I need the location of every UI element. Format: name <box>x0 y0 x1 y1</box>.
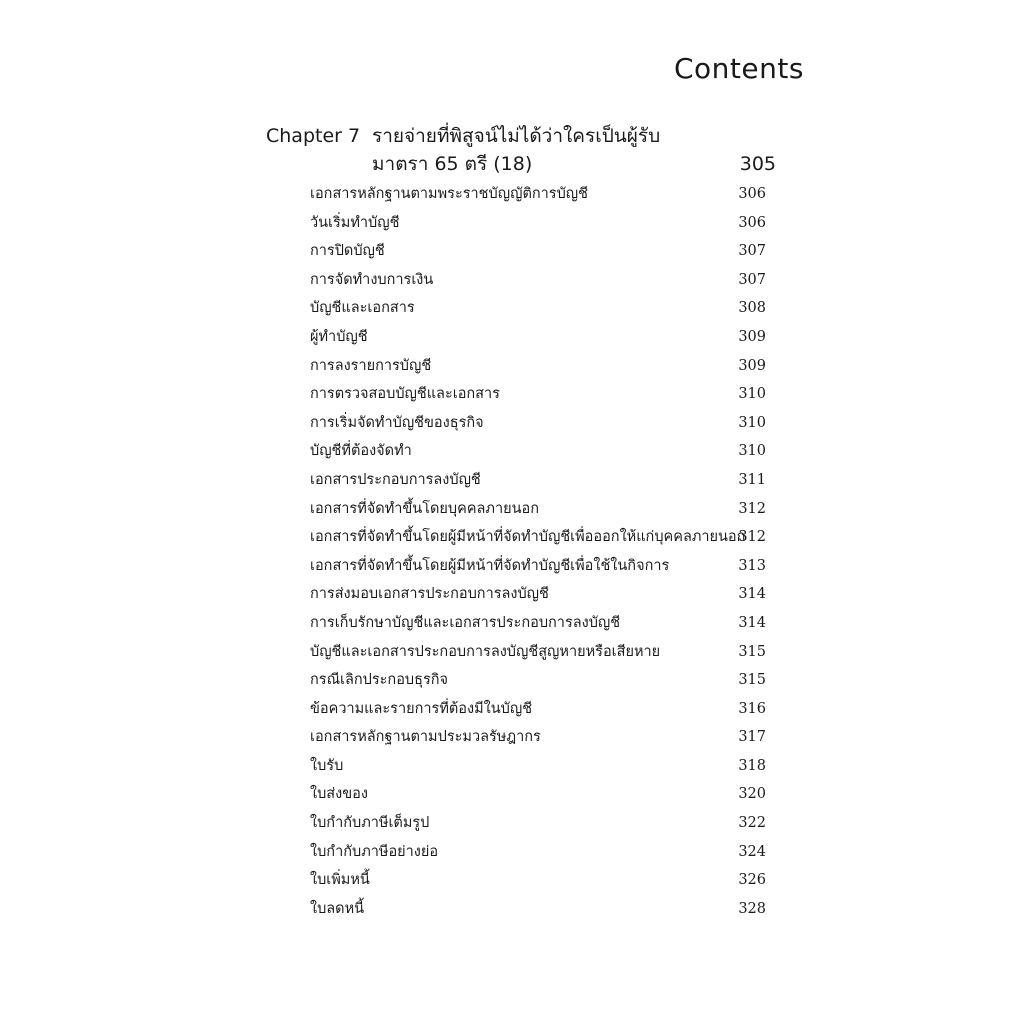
toc-entry <box>310 838 766 867</box>
chapter-subtitle: มาตรา 65 ตรี (18) <box>372 153 533 175</box>
toc-entry-title: ใบลดหนี้ <box>310 900 365 917</box>
toc-entry-title: ใบเพิ่มหนี้ <box>310 872 370 889</box>
toc-entry-page: 310 <box>738 386 766 403</box>
toc-entry-page: 314 <box>738 614 766 631</box>
toc-entry-title: การเริ่มจัดทำบัญชีของธุรกิจ <box>310 414 484 431</box>
toc-entry <box>310 809 766 838</box>
toc-entry <box>310 666 766 695</box>
toc-entry <box>310 437 766 466</box>
toc-entry-page: 310 <box>738 443 766 460</box>
toc-entry <box>310 695 766 724</box>
toc-list <box>310 180 766 923</box>
toc-entry-page: 308 <box>738 300 766 317</box>
toc-entry-page: 316 <box>738 700 766 717</box>
toc-entry-title: การจัดทำงบการเงิน <box>310 271 434 288</box>
toc-entry-page: 306 <box>738 186 766 202</box>
toc-entry <box>310 352 766 381</box>
toc-entry-page: 318 <box>738 757 766 774</box>
toc-entry-page: 326 <box>738 872 766 889</box>
toc-entry-title: ใบกำกับภาษีอย่างย่อ <box>310 843 439 860</box>
toc-entry-title: บัญชีและเอกสารประกอบการลงบัญชีสูญหายหรือเสียหาย <box>310 643 661 660</box>
toc-entry <box>310 609 766 638</box>
toc-entry-title: การตรวจสอบบัญชีและเอกสาร <box>310 386 500 403</box>
toc-entry-page: 315 <box>738 643 766 660</box>
toc-entry-page: 312 <box>738 500 766 517</box>
toc-entry-page: 309 <box>738 328 766 345</box>
toc-entry <box>310 523 766 552</box>
toc-entry-page: 307 <box>738 271 766 288</box>
toc-entry-title: วันเริ่มทำบัญชี <box>310 214 400 231</box>
toc-entry-title: เอกสารหลักฐานตามประมวลรัษฎากร <box>310 729 541 746</box>
toc-entry-title: เอกสารที่จัดทำขึ้นโดยบุคคลภายนอก <box>310 500 540 517</box>
chapter-label: Chapter 7 <box>266 125 361 147</box>
toc-entry-page: 309 <box>738 357 766 374</box>
toc-entry <box>310 895 766 924</box>
toc-entry-page: 311 <box>738 471 766 488</box>
chapter-title-row <box>266 122 776 150</box>
toc-entry-title: ใบส่งของ <box>310 786 368 803</box>
toc-entry-page: 313 <box>738 557 766 574</box>
toc-entry <box>310 323 766 352</box>
toc-entry-page: 314 <box>738 586 766 603</box>
toc-entry-page: 307 <box>738 243 766 260</box>
toc-entry-page: 312 <box>738 529 766 546</box>
toc-entry <box>310 180 766 209</box>
toc-entry <box>310 723 766 752</box>
toc-entry-page: 324 <box>738 843 766 860</box>
toc-entry-page: 320 <box>738 786 766 803</box>
toc-entry-title: ใบกำกับภาษีเต็มรูป <box>310 815 430 832</box>
toc-entry <box>310 495 766 524</box>
chapter-page-number: 305 <box>739 153 776 175</box>
toc-entry-page: 306 <box>738 214 766 231</box>
toc-entry <box>310 552 766 581</box>
toc-entry <box>310 294 766 323</box>
toc-entry-title: บัญชีและเอกสาร <box>310 300 415 317</box>
toc-entry <box>310 237 766 266</box>
toc-entry-page: 310 <box>738 414 766 431</box>
toc-entry-page: 322 <box>738 815 766 832</box>
toc-entry-title: ใบรับ <box>310 757 344 774</box>
toc-entry-page: 315 <box>738 672 766 689</box>
toc-entry <box>310 466 766 495</box>
toc-entry <box>310 580 766 609</box>
page-title: Contents <box>674 52 804 85</box>
toc-entry-title: กรณีเลิกประกอบธุรกิจ <box>310 672 449 689</box>
toc-entry-page: 317 <box>738 729 766 746</box>
toc-entry-page: 328 <box>738 900 766 917</box>
toc-entry <box>310 866 766 895</box>
toc-entry-title: การลงรายการบัญชี <box>310 357 432 374</box>
toc-entry-title: การเก็บรักษาบัญชีและเอกสารประกอบการลงบัญชี <box>310 614 621 631</box>
toc-entry <box>310 409 766 438</box>
toc-entry <box>310 780 766 809</box>
toc-entry-title: ข้อความและรายการที่ต้องมีในบัญชี <box>310 700 533 717</box>
toc-entry-title: เอกสารที่จัดทำขึ้นโดยผู้มีหน้าที่จัดทำบัญชีเพื่อออกให้แก่บุคคลภายนอก <box>310 529 746 546</box>
toc-entry <box>310 209 766 238</box>
toc-entry <box>310 638 766 667</box>
toc-entry-title: เอกสารหลักฐานตามพระราชบัญญัติการบัญชี <box>310 186 588 202</box>
toc-entry <box>310 266 766 295</box>
chapter-subtitle-row <box>266 150 776 178</box>
chapter-title: รายจ่ายที่พิสูจน์ไม่ได้ว่าใครเป็นผู้รับ <box>372 125 661 147</box>
toc-entry-title: เอกสารที่จัดทำขึ้นโดยผู้มีหน้าที่จัดทำบัญชีเพื่อใช้ในกิจการ <box>310 557 670 574</box>
toc-entry-title: ผู้ทำบัญชี <box>310 328 368 345</box>
chapter-heading <box>266 122 776 178</box>
toc-entry-title: การส่งมอบเอกสารประกอบการลงบัญชี <box>310 586 549 603</box>
toc-entry-title: เอกสารประกอบการลงบัญชี <box>310 471 481 488</box>
toc-entry-title: การปิดบัญชี <box>310 243 385 260</box>
toc-entry-title: บัญชีที่ต้องจัดทำ <box>310 443 412 460</box>
toc-entry <box>310 752 766 781</box>
toc-entry <box>310 380 766 409</box>
